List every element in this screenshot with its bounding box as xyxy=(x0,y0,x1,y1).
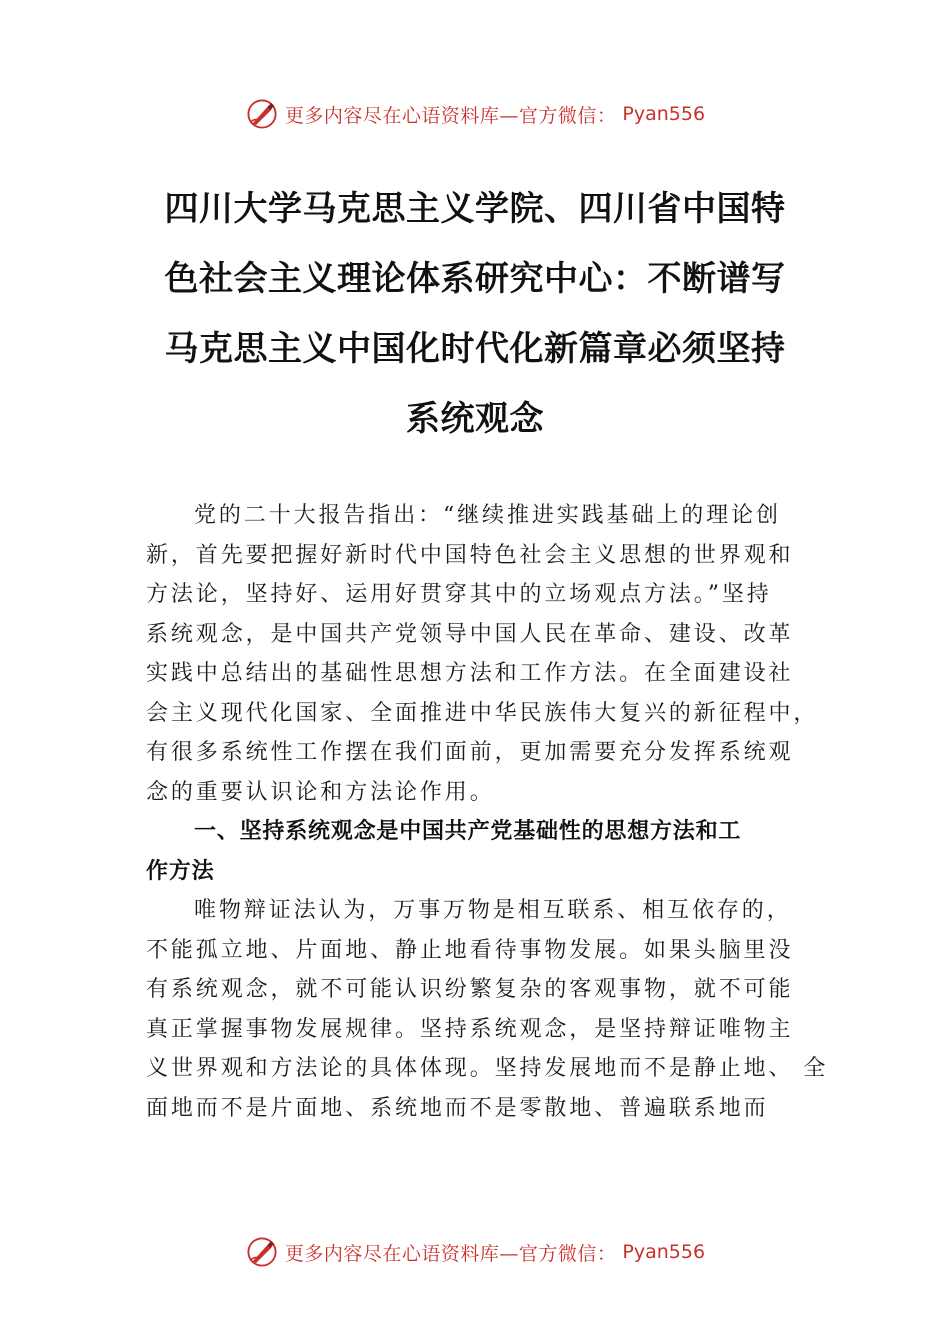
text-line: 系统观念，是中国共产党领导中国人民在革命、建设、改革 xyxy=(146,621,794,647)
section-heading-1 xyxy=(146,812,826,891)
title-line: 系统观念 xyxy=(406,399,544,439)
text-line: 真正掌握事物发展规律。坚持系统观念，是坚持辩证唯物主 xyxy=(146,1016,794,1042)
text-line: 有系统观念，就不可能认识纷繁复杂的客观事物，就不可能 xyxy=(146,977,794,1002)
document-title xyxy=(140,174,810,454)
text-line: 方法论，坚持好、运用好贯穿其中的立场观点方法。”坚持 xyxy=(146,582,772,607)
text-line: 会主义现代化国家、全面推进中华民族伟大复兴的新征程中， xyxy=(146,700,819,726)
text-line: 念的重要认识论和方法论作用。 xyxy=(146,779,495,805)
title-line: 色社会主义理论体系研究中心：不断谱写 xyxy=(164,259,786,299)
document-body xyxy=(146,496,829,1128)
footer-banner xyxy=(0,1232,950,1272)
text-line: 党的二十大报告指出：“继续推进实践基础上的理论创 xyxy=(194,503,781,528)
text-line: 有很多系统性工作摆在我们面前，更加需要充分发挥系统观 xyxy=(146,740,794,765)
title-line: 四川大学马克思主义学院、四川省中国特 xyxy=(164,189,786,229)
header-banner xyxy=(0,94,950,134)
banner-text: 更多内容尽在心语资料库—官方微信： xyxy=(284,1242,617,1265)
title-line: 马克思主义中国化时代化新篇章必须坚持 xyxy=(164,329,786,369)
paragraph-intro xyxy=(146,496,826,812)
text-line: 义世界观和方法论的具体体现。坚持发展地而不是静止地、 全 xyxy=(146,1056,829,1081)
text-line: 唯物辩证法认为，万事万物是相互联系、相互依存的， xyxy=(194,898,792,923)
text-line: 面地而不是片面地、系统地而不是零散地、普遍联系地而 xyxy=(146,1095,769,1121)
text-line: 新，首先要把握好新时代中国特色社会主义思想的世界观和 xyxy=(146,542,794,568)
pen-logo-icon xyxy=(245,97,279,131)
text-line: 实践中总结出的基础性思想方法和工作方法。在全面建设社 xyxy=(146,661,794,686)
text-line: 不能孤立地、片面地、静止地看待事物发展。如果头脑里没 xyxy=(146,937,794,963)
banner-text: 更多内容尽在心语资料库—官方微信： xyxy=(284,104,617,127)
heading-line: 一、坚持系统观念是中国共产党基础性的思想方法和工 xyxy=(194,819,742,844)
pen-logo-icon xyxy=(245,1235,279,1269)
paragraph-section-1 xyxy=(146,891,829,1128)
heading-line: 作方法 xyxy=(146,858,215,884)
banner-wechat-id: Pyan556 xyxy=(622,103,706,125)
banner-wechat-id: Pyan556 xyxy=(622,1241,706,1263)
